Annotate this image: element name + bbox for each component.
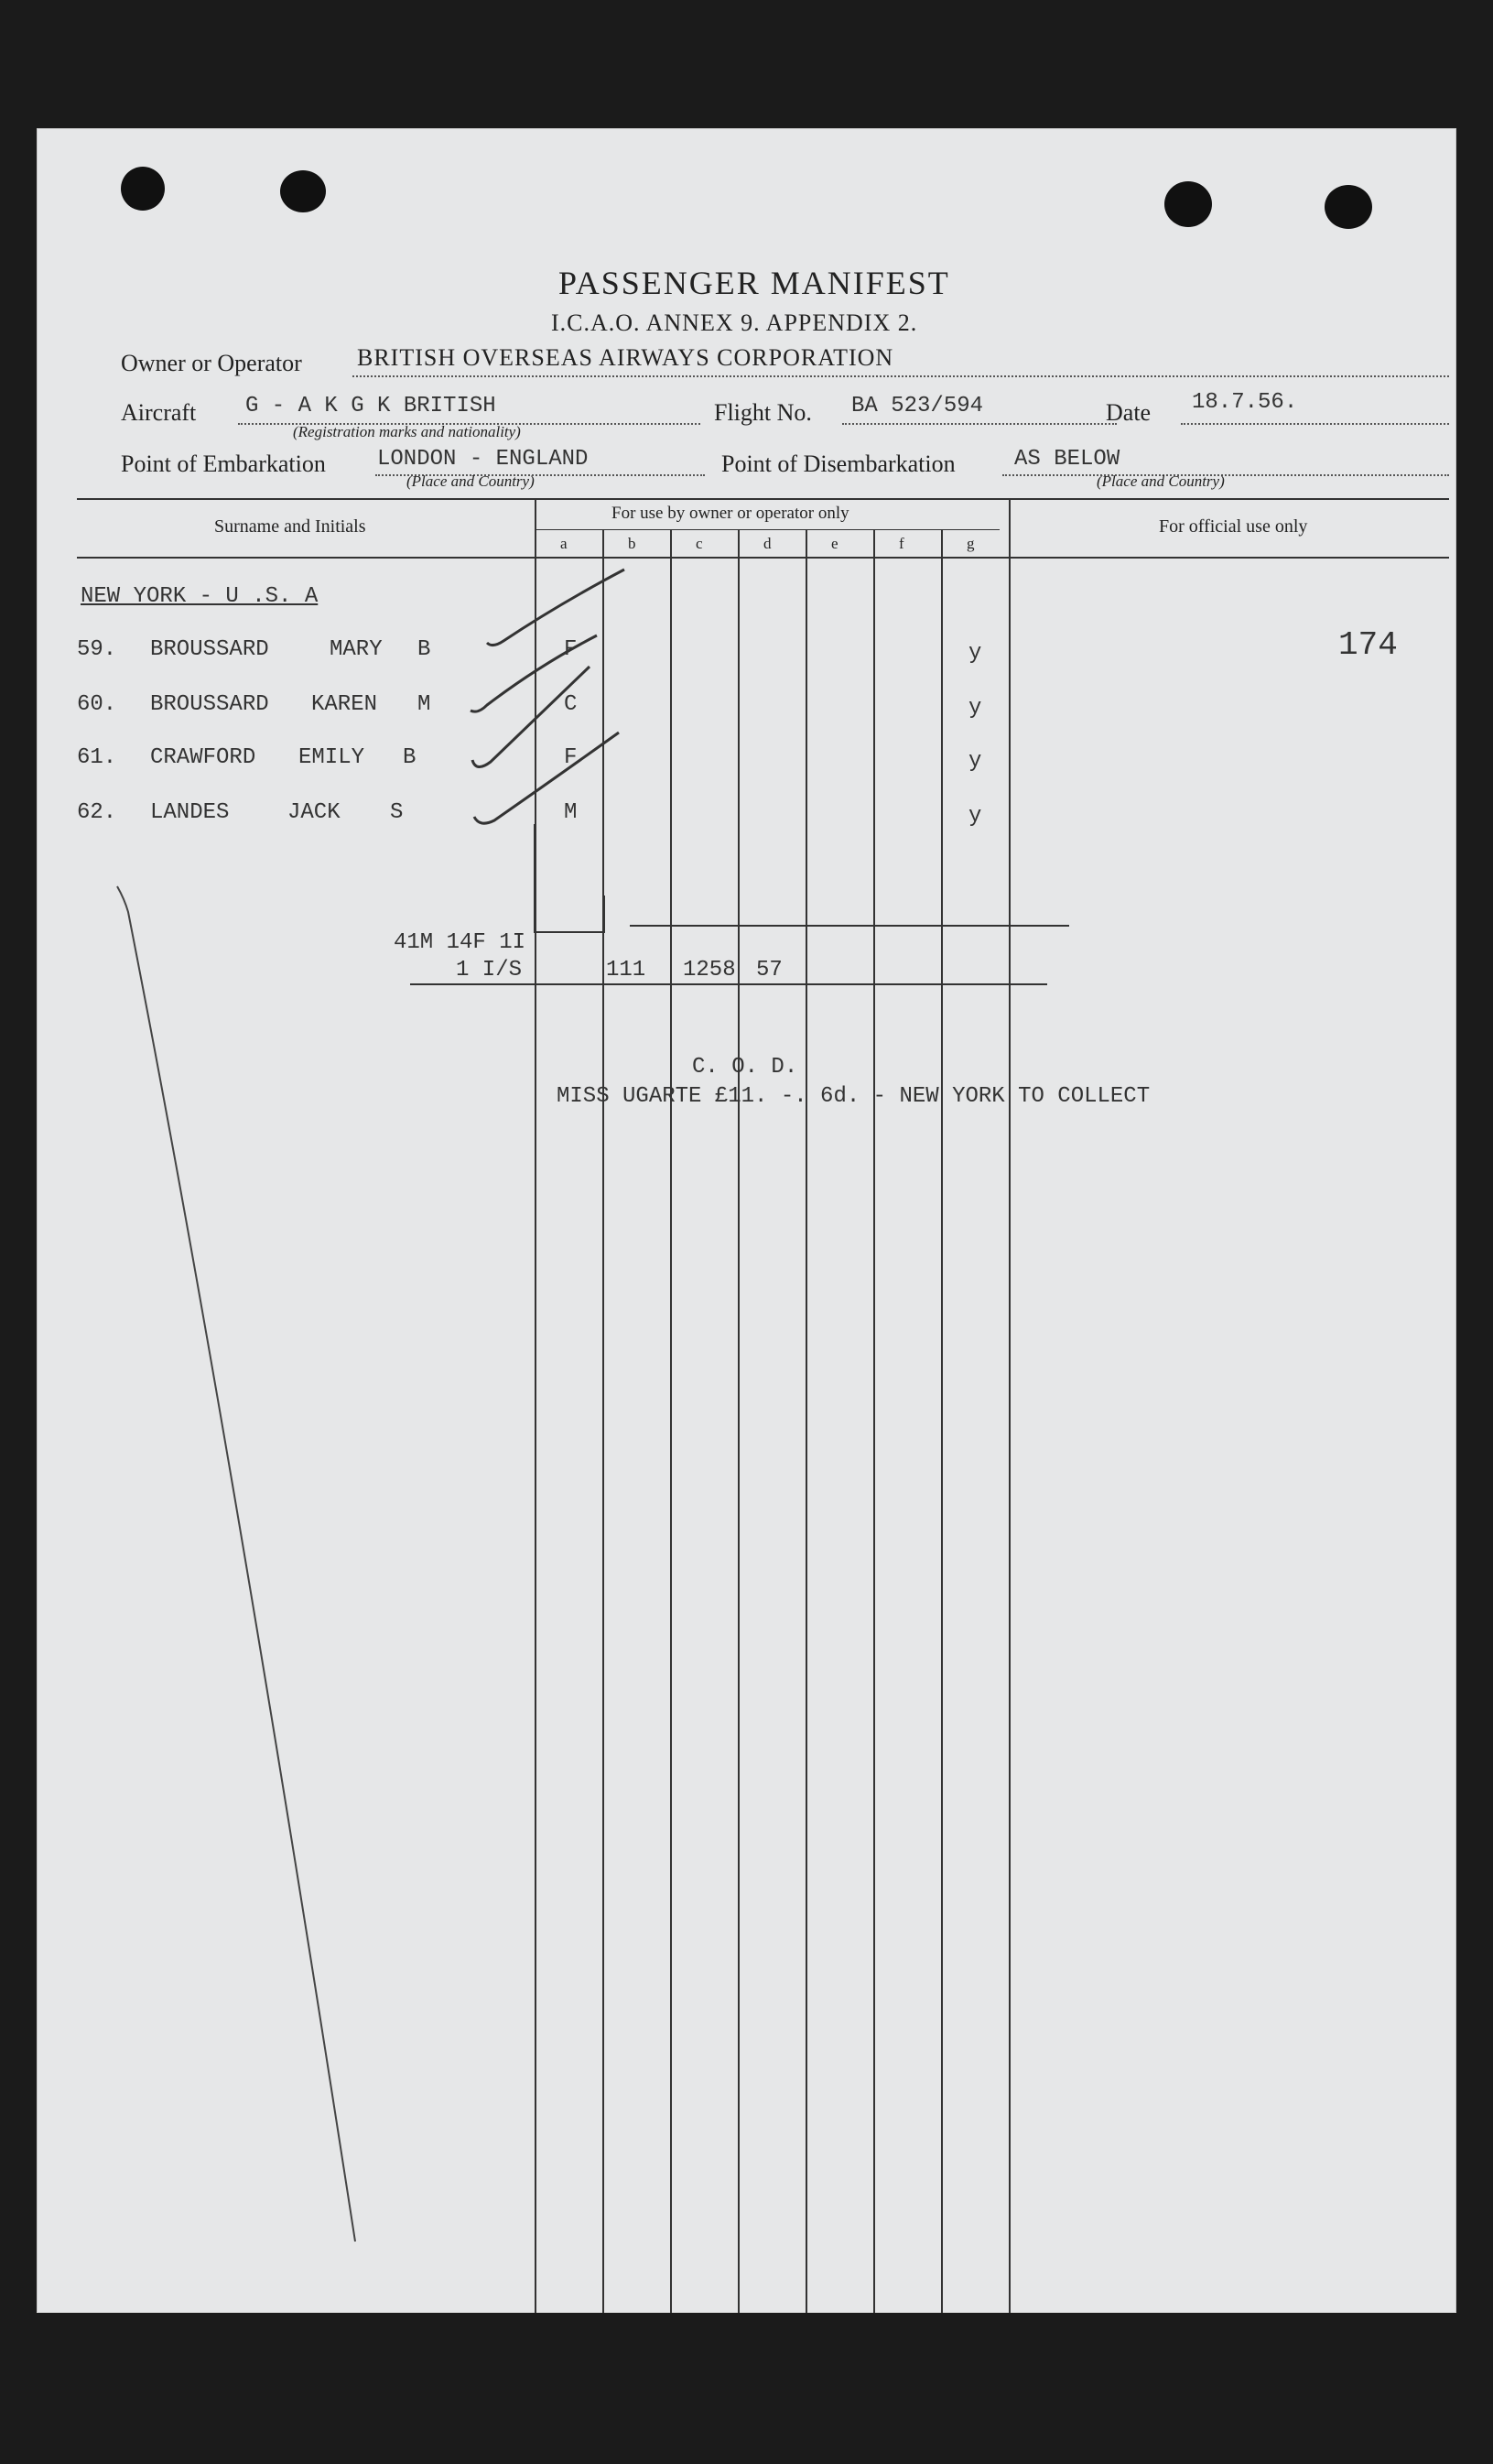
owner-subheader-rule — [535, 529, 1000, 530]
form-title: PASSENGER MANIFEST — [558, 265, 950, 301]
passenger-col-g: y — [968, 804, 982, 829]
passenger-col-a: F — [564, 637, 578, 662]
cod-heading: C. O. D. — [692, 1055, 798, 1080]
passenger-col-g: y — [968, 696, 982, 721]
passenger-first-name: JACK — [287, 800, 341, 825]
passenger-col-a: M — [564, 800, 578, 825]
cod-line: MISS UGARTE £11. -. 6d. - NEW YORK TO COLLECT — [557, 1084, 1151, 1109]
punch-hole — [1164, 181, 1212, 227]
passenger-initial: M — [417, 692, 431, 717]
passenger-col-g: y — [968, 641, 982, 666]
passenger-col-a: C — [564, 692, 578, 717]
sub-col-f: f — [899, 535, 904, 552]
column-divider — [806, 529, 807, 2313]
aircraft-value: G - A K G K BRITISH — [245, 394, 496, 418]
column-divider — [602, 529, 604, 2313]
col-official-header: For official use only — [1159, 516, 1308, 537]
table-top-rule — [77, 498, 1449, 500]
sub-col-e: e — [831, 535, 838, 552]
totals-line-1: 41M 14F 1I — [394, 930, 526, 955]
column-divider — [670, 529, 672, 2313]
totals-col-c: 1258 — [683, 958, 736, 982]
totals-line-2: 1 I/S — [456, 958, 523, 982]
column-divider — [873, 529, 875, 2313]
punch-hole — [121, 167, 165, 211]
disembarkation-dotted-line — [1002, 474, 1449, 476]
passenger-initial: B — [403, 745, 417, 770]
passenger-col-a: F — [564, 745, 578, 770]
passenger-number: 61. — [77, 745, 117, 770]
check-mark-icon — [471, 635, 597, 711]
punch-hole — [280, 170, 326, 212]
col-surname-header: Surname and Initials — [214, 516, 366, 537]
column-divider — [941, 529, 943, 2313]
passenger-initial: S — [390, 800, 404, 825]
check-mark-icon — [474, 733, 619, 823]
aircraft-note: (Registration marks and nationality) — [293, 423, 521, 440]
totals-col-d: 57 — [756, 958, 783, 982]
passenger-surname: CRAWFORD — [150, 745, 256, 770]
passenger-initial: B — [417, 637, 431, 662]
sub-col-a: a — [560, 535, 568, 552]
owner-dotted-line — [352, 375, 1449, 377]
passenger-number: 60. — [77, 692, 117, 717]
col-owner-header: For use by owner or operator only — [611, 504, 849, 523]
embarkation-value: LONDON - ENGLAND — [377, 447, 589, 472]
embarkation-note: (Place and Country) — [406, 472, 535, 490]
aircraft-label: Aircraft — [121, 399, 197, 426]
totals-bottom-rule — [410, 983, 1047, 985]
punch-hole — [1325, 185, 1372, 229]
sub-col-d: d — [763, 535, 772, 552]
official-number: 174 — [1338, 626, 1398, 664]
totals-col-b: 111 — [606, 958, 646, 982]
passenger-surname: BROUSSARD — [150, 637, 269, 662]
owner-label: Owner or Operator — [121, 350, 302, 376]
destination-heading: NEW YORK - U .S. A — [81, 584, 319, 609]
sub-col-c: c — [696, 535, 703, 552]
sub-col-b: b — [628, 535, 636, 552]
date-dotted-line — [1181, 423, 1449, 425]
date-value: 18.7.56. — [1192, 390, 1298, 415]
passenger-first-name: KAREN — [311, 692, 378, 717]
passenger-surname: LANDES — [150, 800, 230, 825]
pencil-stroke — [117, 886, 355, 2241]
totals-top-rule — [630, 925, 1069, 927]
passenger-col-g: y — [968, 749, 982, 774]
sub-col-g: g — [967, 535, 975, 552]
passenger-number: 62. — [77, 800, 117, 825]
column-divider — [1009, 498, 1011, 2313]
manifest-page — [37, 128, 1456, 2313]
disembarkation-label: Point of Disembarkation — [721, 450, 956, 477]
flight-dotted-line — [842, 423, 1117, 425]
disembarkation-value: AS BELOW — [1014, 447, 1120, 472]
disembarkation-note: (Place and Country) — [1097, 472, 1225, 490]
column-divider — [535, 498, 536, 2313]
form-subtitle: I.C.A.O. ANNEX 9. APPENDIX 2. — [551, 309, 918, 336]
passenger-number: 59. — [77, 637, 117, 662]
owner-value: BRITISH OVERSEAS AIRWAYS CORPORATION — [357, 344, 894, 371]
embarkation-label: Point of Embarkation — [121, 450, 326, 477]
date-label: Date — [1106, 399, 1152, 426]
column-divider — [738, 529, 740, 2313]
passenger-first-name: EMILY — [298, 745, 365, 770]
table-header-rule — [77, 557, 1449, 559]
passenger-first-name: MARY — [330, 637, 383, 662]
flight-value: BA 523/594 — [851, 394, 984, 418]
flight-label: Flight No. — [714, 399, 812, 426]
bracket-line — [535, 824, 604, 932]
passenger-surname: BROUSSARD — [150, 692, 269, 717]
